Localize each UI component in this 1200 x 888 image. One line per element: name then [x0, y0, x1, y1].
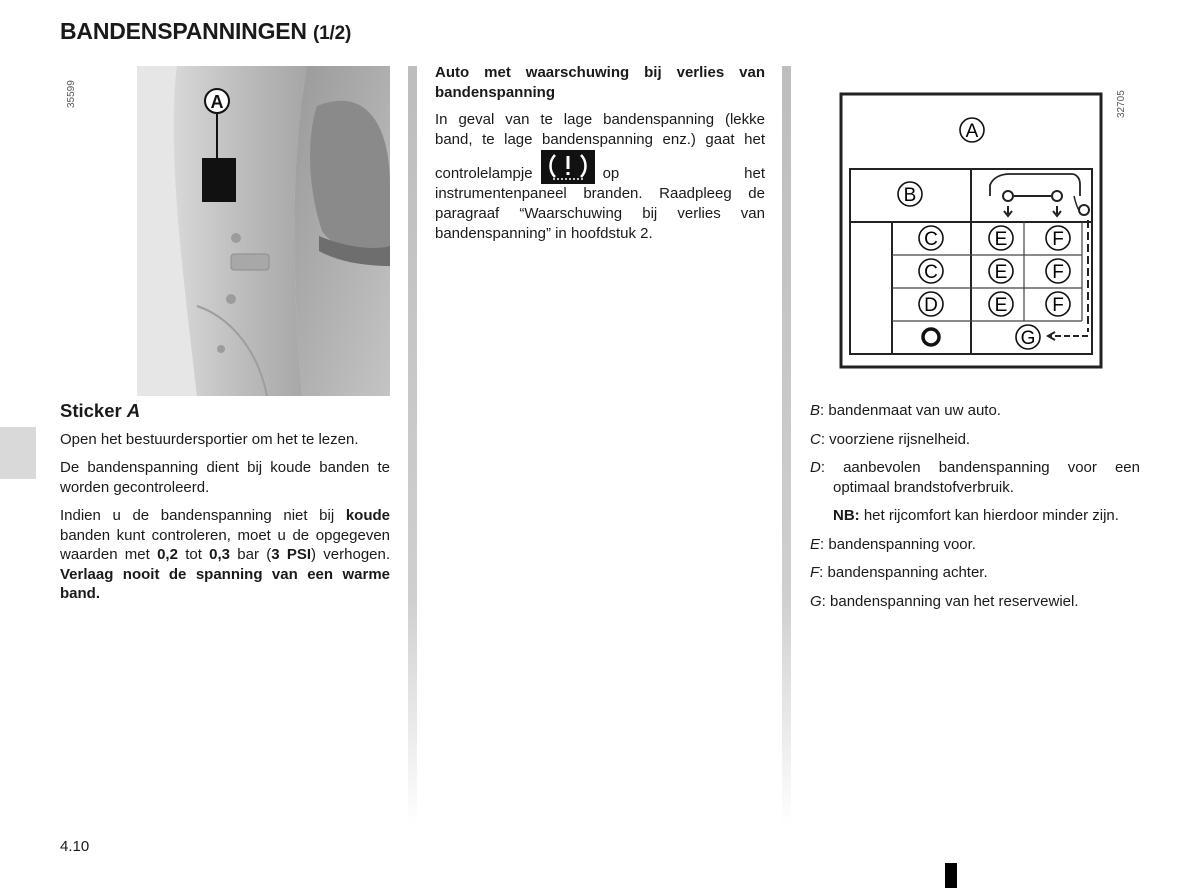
tire-label-diagram-svg — [838, 92, 1104, 370]
warning-text-before: In geval van te lage bandenspanning (lekke band, te lage bandenspanning enz.) gaat het controlelampje — [435, 111, 765, 182]
p3-text-5: ) verhogen. — [311, 546, 391, 563]
legend-d-text: : aanbevolen bandenspanning voor een optimaal brandstofverbruik. — [820, 459, 1140, 496]
callout-a-left: A — [210, 92, 224, 112]
svg-text:A: A — [965, 121, 979, 142]
warning-text-after: op het instrumentenpaneel branden. Raadpleeg de paragraaf “Waarschuwing bij verlies van bandenspanning” in hoofdstuk 2. — [435, 165, 765, 242]
legend-e-key: E — [810, 535, 821, 553]
sticker-a — [202, 158, 236, 202]
column-separator-1 — [408, 66, 417, 826]
diagram-label-c-1 — [919, 226, 943, 250]
diagram-label-e-3 — [989, 292, 1013, 316]
diagram-label-e-1 — [989, 226, 1013, 250]
page-title — [60, 18, 351, 45]
svg-text:C: C — [924, 229, 938, 250]
tire-pressure-warning-icon — [541, 150, 595, 184]
legend-c — [810, 430, 1140, 450]
tire-label-diagram — [838, 92, 1104, 370]
legend-d-key: D — [810, 459, 821, 476]
legend-e — [810, 535, 1140, 555]
door-photo-illustration — [137, 66, 390, 396]
page-number: 4.10 — [60, 838, 90, 855]
p3-bold-3: 0,3 — [209, 546, 231, 563]
diagram-label-d — [919, 292, 943, 316]
diagram-label-f-2 — [1046, 259, 1070, 283]
legend-c-key: C — [810, 430, 821, 448]
svg-text:D: D — [924, 295, 938, 316]
legend-c-text: : voorziene rijsnelheid. — [820, 430, 971, 448]
legend-nb-key: NB: — [833, 507, 860, 524]
svg-text:B: B — [903, 185, 917, 206]
column-separator-2 — [782, 66, 791, 826]
figure-ref-right: 32705 — [1116, 90, 1127, 118]
p3-bold-5: Verlaag nooit de spanning van een warme band. — [60, 565, 390, 602]
legend-g — [810, 592, 1140, 612]
legend-e-text: : bandenspanning voor. — [820, 535, 976, 553]
legend-nb-text: het rijcomfort kan hierdoor minder zijn. — [859, 507, 1119, 524]
sticker-paragraph-3 — [60, 506, 390, 604]
page-edge-marker — [945, 863, 957, 888]
sticker-heading — [60, 401, 390, 421]
legend-f-key: F — [810, 564, 820, 581]
warning-paragraph — [435, 110, 765, 244]
diagram-label-e-2 — [989, 259, 1013, 283]
diagram-label-a — [960, 118, 984, 142]
legend-g-key: G — [810, 592, 822, 610]
svg-text:G: G — [1020, 328, 1036, 349]
legend-d — [810, 458, 1140, 497]
sticker-heading-letter: A — [126, 400, 141, 421]
svg-text:F: F — [1052, 262, 1064, 283]
left-column — [60, 401, 390, 604]
figure-ref-left: 35599 — [66, 80, 77, 108]
svg-text:F: F — [1052, 295, 1064, 316]
svg-text:E: E — [994, 295, 1008, 316]
p3-bold-1: koude — [345, 507, 390, 524]
legend-f — [810, 563, 1140, 583]
title-text: BANDENSPANNINGEN — [60, 18, 307, 44]
legend-g-text: : bandenspanning van het reservewiel. — [821, 592, 1079, 610]
sticker-heading-text: Sticker — [60, 400, 127, 421]
p3-text-2: banden kunt controleren, moet u de opgegeven waarden met — [60, 526, 390, 563]
svg-text:E: E — [994, 262, 1008, 283]
p3-bold-4: 3 PSI — [271, 546, 312, 563]
legend-b — [810, 401, 1140, 421]
p3-text-3: tot — [177, 546, 210, 563]
legend-b-key: B — [810, 402, 821, 419]
svg-text:F: F — [1052, 229, 1064, 250]
diagram-label-b — [898, 182, 922, 206]
title-part: (1/2) — [313, 23, 352, 44]
sticker-paragraph-1: Open het bestuurdersportier om het te lezen. — [60, 430, 359, 448]
diagram-label-c-2 — [919, 259, 943, 283]
diagram-label-g — [1016, 325, 1040, 349]
legend-b-text: : bandenmaat van uw auto. — [820, 402, 1001, 419]
diagram-label-f-1 — [1046, 226, 1070, 250]
warning-heading: Auto met waarschuwing bij verlies van bandenspanning — [435, 64, 765, 101]
diagram-label-f-3 — [1046, 292, 1070, 316]
chapter-tab — [0, 427, 36, 479]
legend-nb — [810, 506, 1140, 526]
p3-text-1: Indien u de bandenspanning niet bij — [60, 507, 346, 524]
p3-bold-2: 0,2 — [157, 546, 178, 563]
spare-wheel-icon — [923, 329, 939, 345]
legend — [810, 401, 1140, 620]
sticker-paragraph-2: De bandenspanning dient bij koude banden te worden gecontroleerd. — [60, 459, 390, 496]
middle-column — [435, 63, 765, 244]
door-photo — [137, 66, 390, 396]
svg-text:E: E — [994, 229, 1008, 250]
legend-f-text: : bandenspanning achter. — [819, 564, 988, 581]
svg-text:C: C — [924, 262, 938, 283]
p3-text-4: bar ( — [230, 546, 272, 563]
